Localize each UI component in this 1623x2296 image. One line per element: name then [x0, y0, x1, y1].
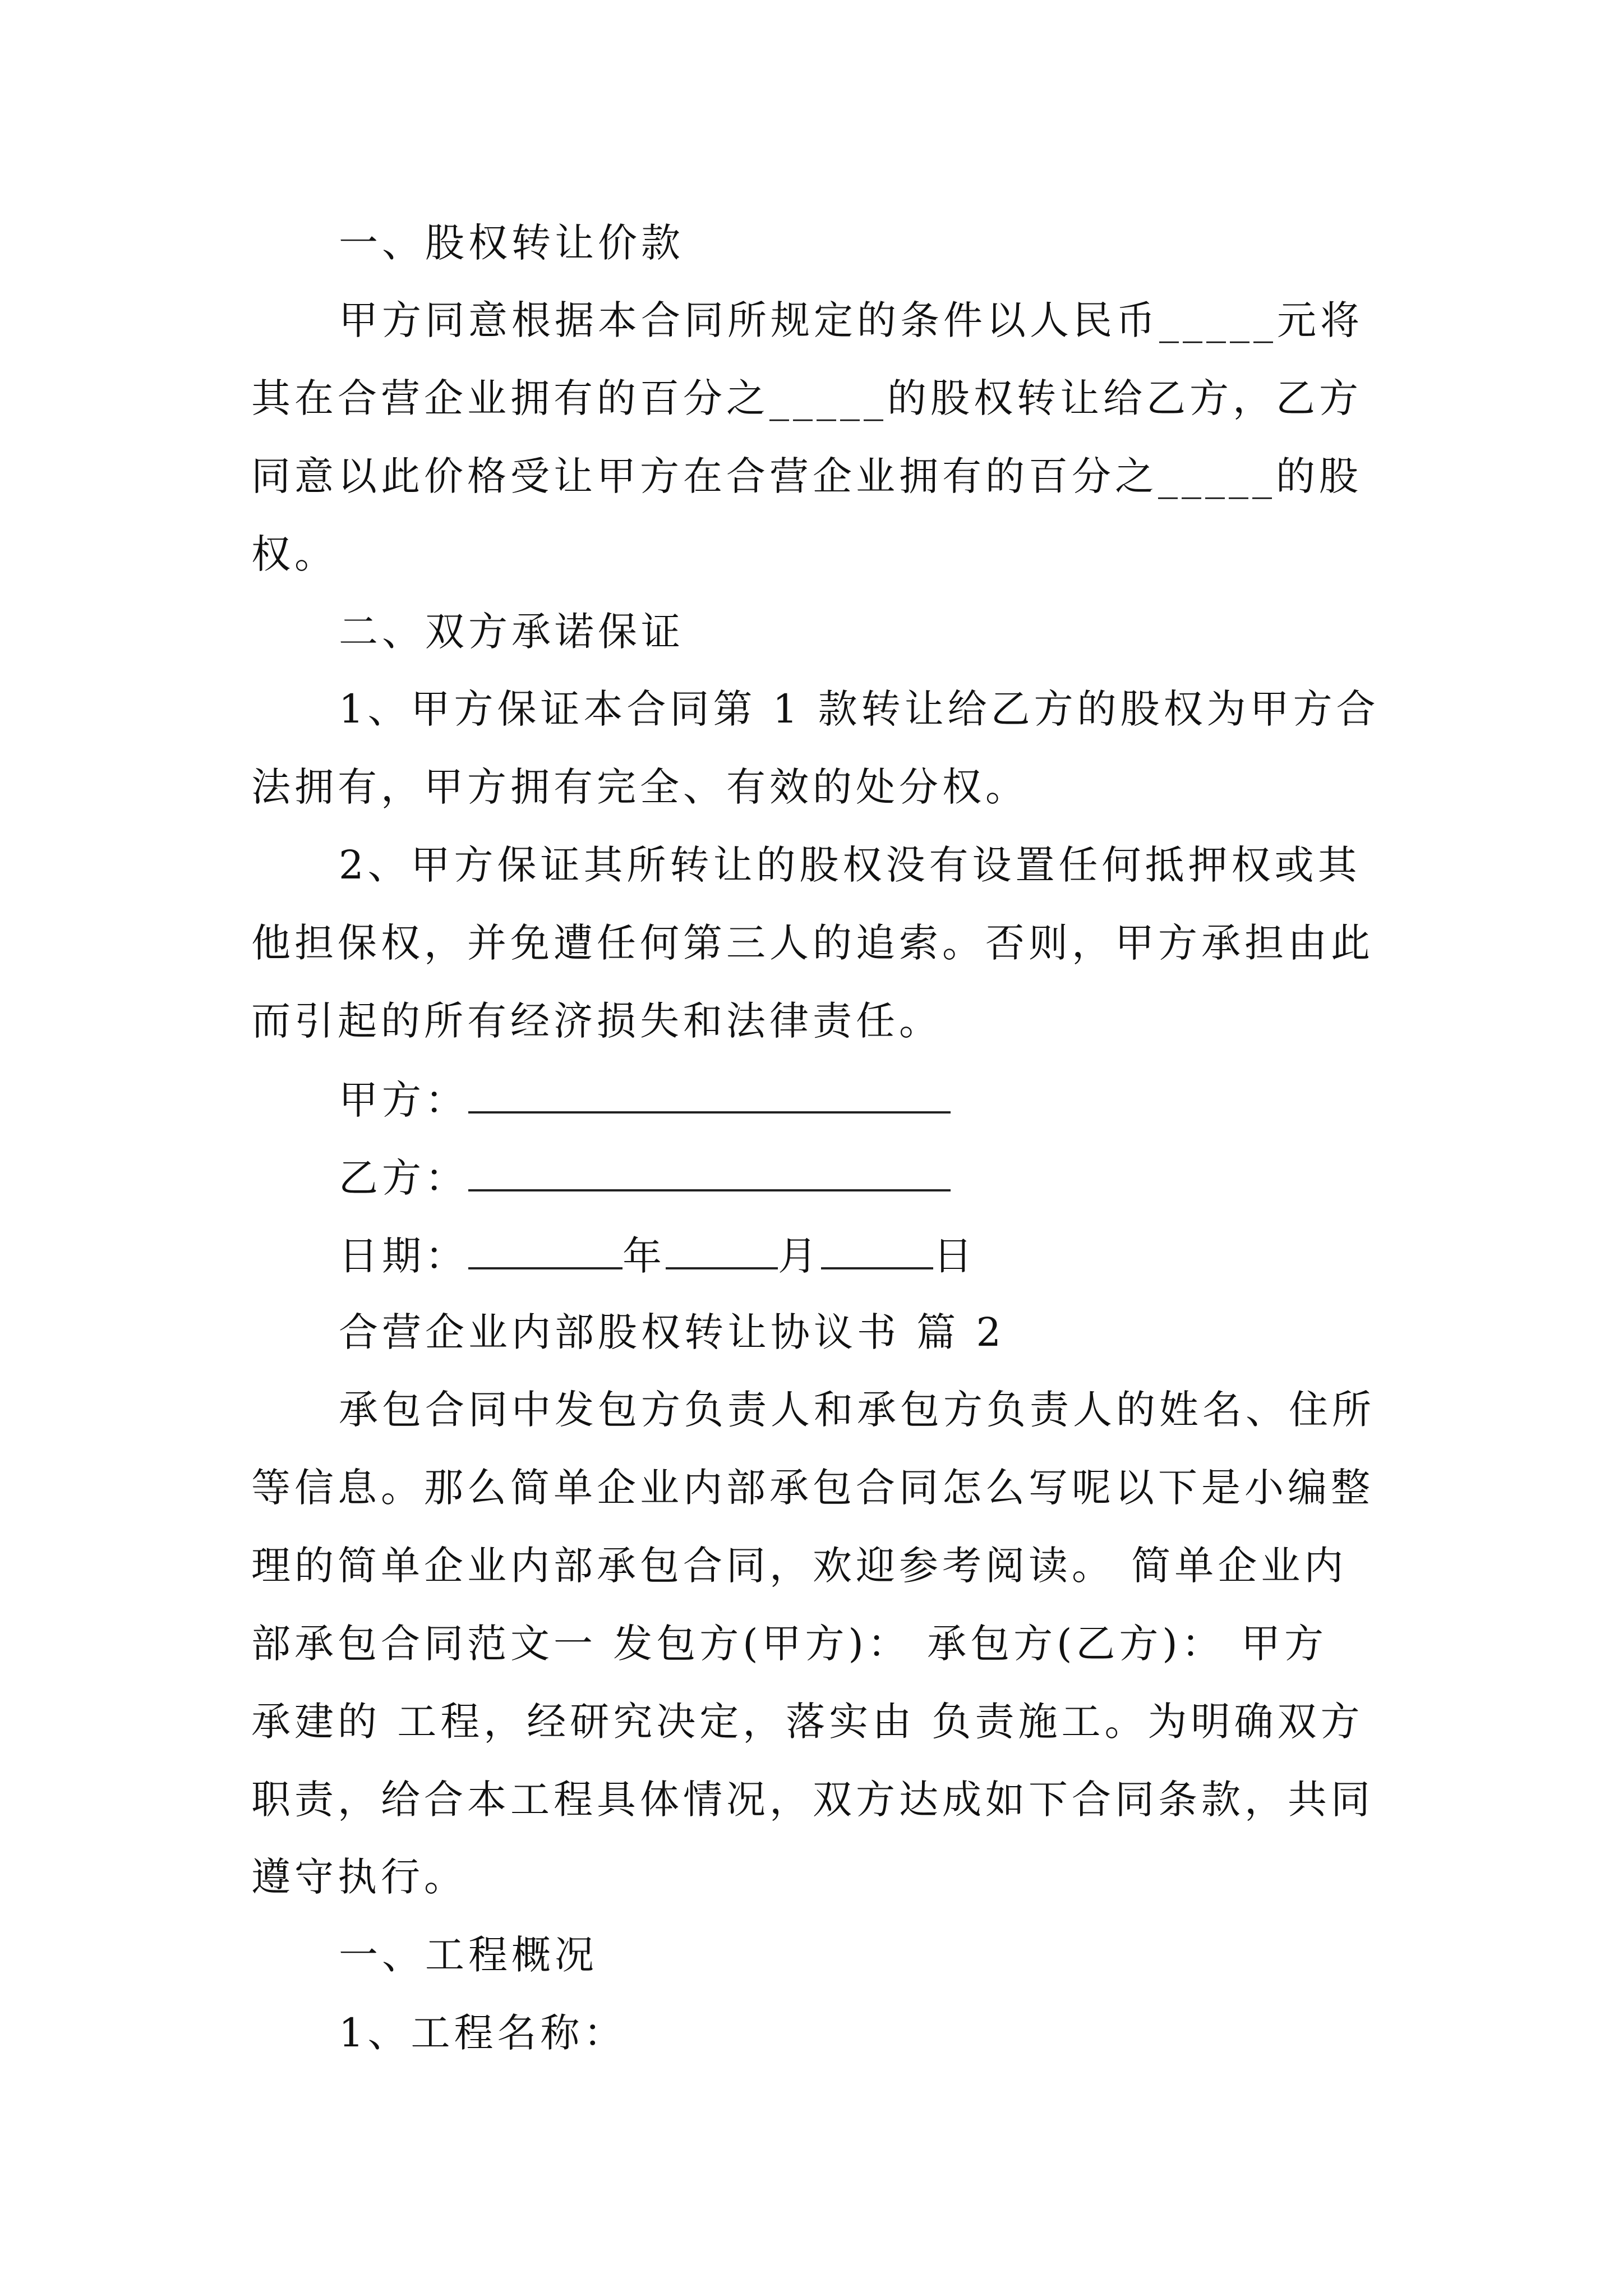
- day-label: 日: [933, 1233, 976, 1279]
- paragraph-line: 部承包合同范文一 发包方(甲方)： 承包方(乙方)： 甲方: [251, 1621, 1327, 1667]
- party-a-label: 甲方：: [339, 1077, 468, 1123]
- paragraph-line: 同意以此价格受让甲方在合营企业拥有的百分之_____的股: [251, 453, 1362, 499]
- party-b-signature-line: [468, 1157, 951, 1191]
- year-label: 年: [623, 1233, 666, 1279]
- paragraph-line: 承包合同中发包方负责人和承包方负责人的姓名、住所: [339, 1387, 1375, 1433]
- paragraph-line: 其在合营企业拥有的百分之_____的股权转让给乙方，乙方: [251, 375, 1362, 421]
- party-a-signature-row: [339, 1077, 1483, 1123]
- year-blank: [468, 1235, 623, 1269]
- paragraph-line: 2、甲方保证其所转让的股权没有设置任何抵押权或其: [339, 842, 1361, 888]
- paragraph-line: 甲方同意根据本合同所规定的条件以人民币_____元将: [339, 297, 1363, 343]
- paragraph-line: 而引起的所有经济损失和法律责任。: [251, 998, 942, 1044]
- heading-project-overview: 一、工程概况: [339, 1932, 598, 1978]
- heading-transfer-price: 一、股权转让价款: [339, 220, 684, 266]
- paragraph-line: 职责，给合本工程具体情况，双方达成如下合同条款，共同: [251, 1777, 1374, 1823]
- day-blank: [821, 1235, 933, 1269]
- date-label: 日期：: [339, 1233, 468, 1279]
- party-b-label: 乙方：: [339, 1155, 468, 1201]
- heading-promises: 二、双方承诺保证: [339, 609, 684, 655]
- paragraph-line: 他担保权，并免遭任何第三人的追索。否则，甲方承担由此: [251, 920, 1374, 966]
- paragraph-line: 遵守执行。: [251, 1854, 467, 1900]
- section-title: 合营企业内部股权转让协议书 篇 2: [339, 1309, 1006, 1355]
- party-b-signature-row: [339, 1155, 1483, 1201]
- paragraph-line: 法拥有，甲方拥有完全、有效的处分权。: [251, 764, 1029, 810]
- project-name-label: 1、工程名称：: [339, 2010, 627, 2056]
- paragraph-line: 承建的 工程，经研究决定，落实由 负责施工。为明确双方: [251, 1699, 1364, 1745]
- paragraph-line: 1、甲方保证本合同第 1 款转让给乙方的股权为甲方合: [339, 686, 1380, 732]
- month-blank: [666, 1235, 778, 1269]
- paragraph-line: 等信息。那么简单企业内部承包合同怎么写呢以下是小编整: [251, 1465, 1374, 1511]
- date-row: [339, 1233, 1483, 1279]
- paragraph-line: 权。: [251, 531, 338, 577]
- paragraph-line: 理的简单企业内部承包合同，欢迎参考阅读。 简单企业内: [251, 1543, 1348, 1589]
- month-label: 月: [778, 1233, 821, 1279]
- party-a-signature-line: [468, 1079, 951, 1114]
